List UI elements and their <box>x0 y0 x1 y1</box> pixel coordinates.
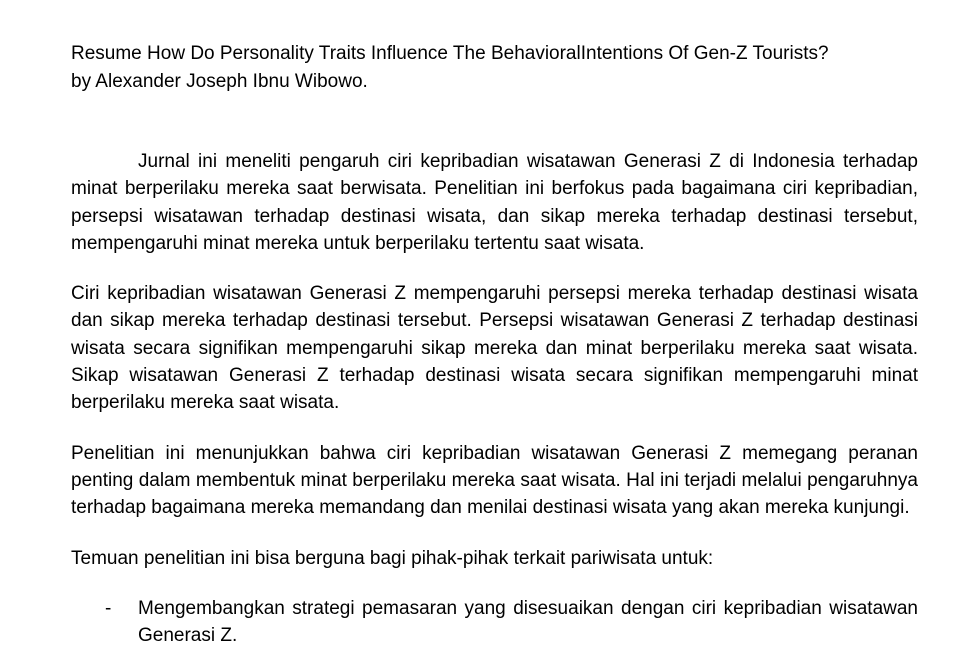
list-item-text: Mengembangkan strategi pemasaran yang disesuaikan dengan ciri kepribadian wisatawan Generasi Z. <box>138 597 918 647</box>
bullet-dash: - <box>105 597 112 619</box>
title-line-1: Resume How Do Personality Traits Influence The BehavioralIntentions Of Gen-Z Tourists? <box>71 43 829 64</box>
list-item <box>71 595 918 650</box>
paragraph-conclusion: Penelitian ini menunjukkan bahwa ciri kepribadian wisatawan Generasi Z memegang peranan penting dalam membentuk minat berperilaku mereka saat wisata. Hal ini terjadi melalui pengaruhnya terhadap bagaimana mereka memandang dan menilai destinasi wisata yang akan mereka kunjungi. <box>71 442 918 519</box>
document-body <box>71 148 918 649</box>
title-line-2: by Alexander Joseph Ibnu Wibowo. <box>71 70 368 92</box>
implications-list <box>71 595 918 650</box>
document-title <box>71 40 931 95</box>
paragraph-findings: Ciri kepribadian wisatawan Generasi Z mempengaruhi persepsi mereka terhadap destinasi wisata dan sikap mereka terhadap destinasi tersebut. Persepsi wisatawan Generasi Z terhadap destinasi wisata secara signifikan mempengaruhi sikap mereka dan minat berperilaku mereka saat wisata. Sikap wisatawan Generasi Z terhadap destinasi wisata secara signifikan mempengaruhi minat berperilaku mereka saat wisata. <box>71 283 918 414</box>
paragraph-intro: Jurnal ini meneliti pengaruh ciri kepribadian wisatawan Generasi Z di Indonesia terhadap minat berperilaku mereka saat berwisata. Penelitian ini berfokus pada bagaimana ciri kepribadian, persepsi wisatawan terhadap destinasi wisata, dan sikap mereka terhadap destinasi tersebut, mempengaruhi minat mereka untuk berperilaku tertentu saat wisata. <box>71 151 918 254</box>
paragraph-implications: Temuan penelitian ini bisa berguna bagi pihak-pihak terkait pariwisata untuk: <box>71 547 714 569</box>
